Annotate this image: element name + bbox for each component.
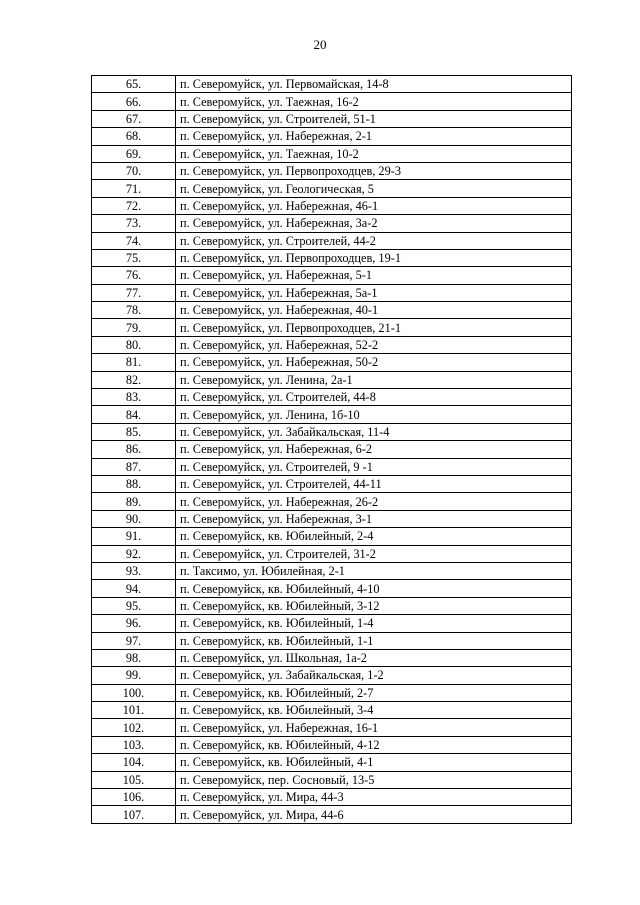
table-row: [92, 528, 572, 545]
table-row: [92, 562, 572, 579]
row-number: 106.: [92, 789, 176, 806]
table-row: [92, 197, 572, 214]
page-number: 20: [313, 37, 327, 52]
table-row: [92, 76, 572, 93]
row-address: п. Северомуйск, ул. Таежная, 10-2: [176, 145, 572, 162]
table-row: [92, 423, 572, 440]
row-address: п. Северомуйск, ул. Набережная, 3а-2: [176, 215, 572, 232]
table-row: [92, 736, 572, 753]
row-address: п. Северомуйск, ул. Забайкальская, 11-4: [176, 423, 572, 440]
table-row: [92, 215, 572, 232]
row-number: 100.: [92, 684, 176, 701]
table-row: [92, 267, 572, 284]
row-number: 101.: [92, 702, 176, 719]
table-row: [92, 754, 572, 771]
table-row: [92, 789, 572, 806]
row-address: п. Северомуйск, ул. Геологическая, 5: [176, 180, 572, 197]
table-row: [92, 684, 572, 701]
table-row: [92, 597, 572, 614]
row-address: п. Северомуйск, ул. Ленина, 2а-1: [176, 371, 572, 388]
table-row: [92, 719, 572, 736]
row-address: п. Северомуйск, кв. Юбилейный, 2-4: [176, 528, 572, 545]
row-address: п. Северомуйск, ул. Школьная, 1а-2: [176, 649, 572, 666]
table-row: [92, 475, 572, 492]
table-row: [92, 319, 572, 336]
row-number: 95.: [92, 597, 176, 614]
row-number: 65.: [92, 76, 176, 93]
row-number: 76.: [92, 267, 176, 284]
row-address: п. Таксимо, ул. Юбилейная, 2-1: [176, 562, 572, 579]
table-row: [92, 493, 572, 510]
row-number: 86.: [92, 441, 176, 458]
table-row: [92, 580, 572, 597]
table-row: [92, 806, 572, 823]
row-number: 105.: [92, 771, 176, 788]
table-row: [92, 632, 572, 649]
row-address: п. Северомуйск, ул. Мира, 44-6: [176, 806, 572, 823]
row-number: 85.: [92, 423, 176, 440]
row-number: 89.: [92, 493, 176, 510]
table-row: [92, 545, 572, 562]
row-number: 81.: [92, 354, 176, 371]
row-number: 91.: [92, 528, 176, 545]
row-number: 98.: [92, 649, 176, 666]
table-row: [92, 771, 572, 788]
row-address: п. Северомуйск, ул. Набережная, 52-2: [176, 336, 572, 353]
row-address: п. Северомуйск, ул. Набережная, 3-1: [176, 510, 572, 527]
table-row: [92, 667, 572, 684]
row-address: п. Северомуйск, кв. Юбилейный, 1-1: [176, 632, 572, 649]
row-number: 84.: [92, 406, 176, 423]
row-number: 104.: [92, 754, 176, 771]
row-number: 71.: [92, 180, 176, 197]
row-address: п. Северомуйск, ул. Набережная, 6-2: [176, 441, 572, 458]
row-number: 88.: [92, 475, 176, 492]
row-number: 66.: [92, 93, 176, 110]
row-address: п. Северомуйск, ул. Таежная, 16-2: [176, 93, 572, 110]
row-address: п. Северомуйск, ул. Мира, 44-3: [176, 789, 572, 806]
row-number: 83.: [92, 389, 176, 406]
row-number: 77.: [92, 284, 176, 301]
row-number: 68.: [92, 128, 176, 145]
table-row: [92, 249, 572, 266]
row-number: 99.: [92, 667, 176, 684]
row-number: 94.: [92, 580, 176, 597]
row-number: 90.: [92, 510, 176, 527]
row-number: 78.: [92, 302, 176, 319]
address-table-body: [92, 76, 572, 824]
table-row: [92, 336, 572, 353]
row-address: п. Северомуйск, ул. Строителей, 44-2: [176, 232, 572, 249]
row-address: п. Северомуйск, ул. Набережная, 46-1: [176, 197, 572, 214]
table-row: [92, 110, 572, 127]
row-number: 93.: [92, 562, 176, 579]
row-address: п. Северомуйск, ул. Первопроходцев, 19-1: [176, 249, 572, 266]
row-address: п. Северомуйск, кв. Юбилейный, 4-1: [176, 754, 572, 771]
row-address: п. Северомуйск, кв. Юбилейный, 1-4: [176, 615, 572, 632]
address-table: [91, 75, 572, 824]
row-address: п. Северомуйск, кв. Юбилейный, 2-7: [176, 684, 572, 701]
table-row: [92, 128, 572, 145]
table-row: [92, 615, 572, 632]
table-row: [92, 441, 572, 458]
row-address: п. Северомуйск, ул. Забайкальская, 1-2: [176, 667, 572, 684]
table-row: [92, 145, 572, 162]
row-address: п. Северомуйск, кв. Юбилейный, 3-12: [176, 597, 572, 614]
row-address: п. Северомуйск, ул. Набережная, 50-2: [176, 354, 572, 371]
row-address: п. Северомуйск, ул. Набережная, 2-1: [176, 128, 572, 145]
row-number: 69.: [92, 145, 176, 162]
row-address: п. Северомуйск, ул. Строителей, 31-2: [176, 545, 572, 562]
row-number: 97.: [92, 632, 176, 649]
row-number: 96.: [92, 615, 176, 632]
table-row: [92, 180, 572, 197]
row-number: 70.: [92, 162, 176, 179]
table-row: [92, 389, 572, 406]
row-address: п. Северомуйск, ул. Первопроходцев, 21-1: [176, 319, 572, 336]
table-row: [92, 162, 572, 179]
table-row: [92, 458, 572, 475]
row-number: 92.: [92, 545, 176, 562]
row-number: 80.: [92, 336, 176, 353]
table-row: [92, 284, 572, 301]
row-address: п. Северомуйск, ул. Набережная, 5а-1: [176, 284, 572, 301]
row-number: 107.: [92, 806, 176, 823]
row-address: п. Северомуйск, ул. Набережная, 5-1: [176, 267, 572, 284]
row-address: п. Северомуйск, ул. Строителей, 44-11: [176, 475, 572, 492]
row-number: 103.: [92, 736, 176, 753]
row-address: п. Северомуйск, ул. Набережная, 40-1: [176, 302, 572, 319]
row-address: п. Северомуйск, пер. Сосновый, 13-5: [176, 771, 572, 788]
row-address: п. Северомуйск, кв. Юбилейный, 4-10: [176, 580, 572, 597]
row-number: 87.: [92, 458, 176, 475]
row-number: 79.: [92, 319, 176, 336]
table-row: [92, 406, 572, 423]
row-address: п. Северомуйск, ул. Набережная, 16-1: [176, 719, 572, 736]
row-address: п. Северомуйск, ул. Набережная, 26-2: [176, 493, 572, 510]
row-number: 82.: [92, 371, 176, 388]
row-address: п. Северомуйск, ул. Строителей, 44-8: [176, 389, 572, 406]
row-address: п. Северомуйск, ул. Первопроходцев, 29-3: [176, 162, 572, 179]
table-row: [92, 702, 572, 719]
table-row: [92, 302, 572, 319]
table-row: [92, 93, 572, 110]
table-row: [92, 371, 572, 388]
row-number: 73.: [92, 215, 176, 232]
table-row: [92, 649, 572, 666]
row-number: 74.: [92, 232, 176, 249]
row-number: 72.: [92, 197, 176, 214]
row-number: 102.: [92, 719, 176, 736]
row-address: п. Северомуйск, кв. Юбилейный, 4-12: [176, 736, 572, 753]
row-number: 67.: [92, 110, 176, 127]
row-address: п. Северомуйск, ул. Строителей, 9 -1: [176, 458, 572, 475]
row-number: 75.: [92, 249, 176, 266]
row-address: п. Северомуйск, кв. Юбилейный, 3-4: [176, 702, 572, 719]
table-row: [92, 232, 572, 249]
table-row: [92, 354, 572, 371]
row-address: п. Северомуйск, ул. Строителей, 51-1: [176, 110, 572, 127]
table-row: [92, 510, 572, 527]
row-address: п. Северомуйск, ул. Ленина, 1б-10: [176, 406, 572, 423]
row-address: п. Северомуйск, ул. Первомайская, 14-8: [176, 76, 572, 93]
